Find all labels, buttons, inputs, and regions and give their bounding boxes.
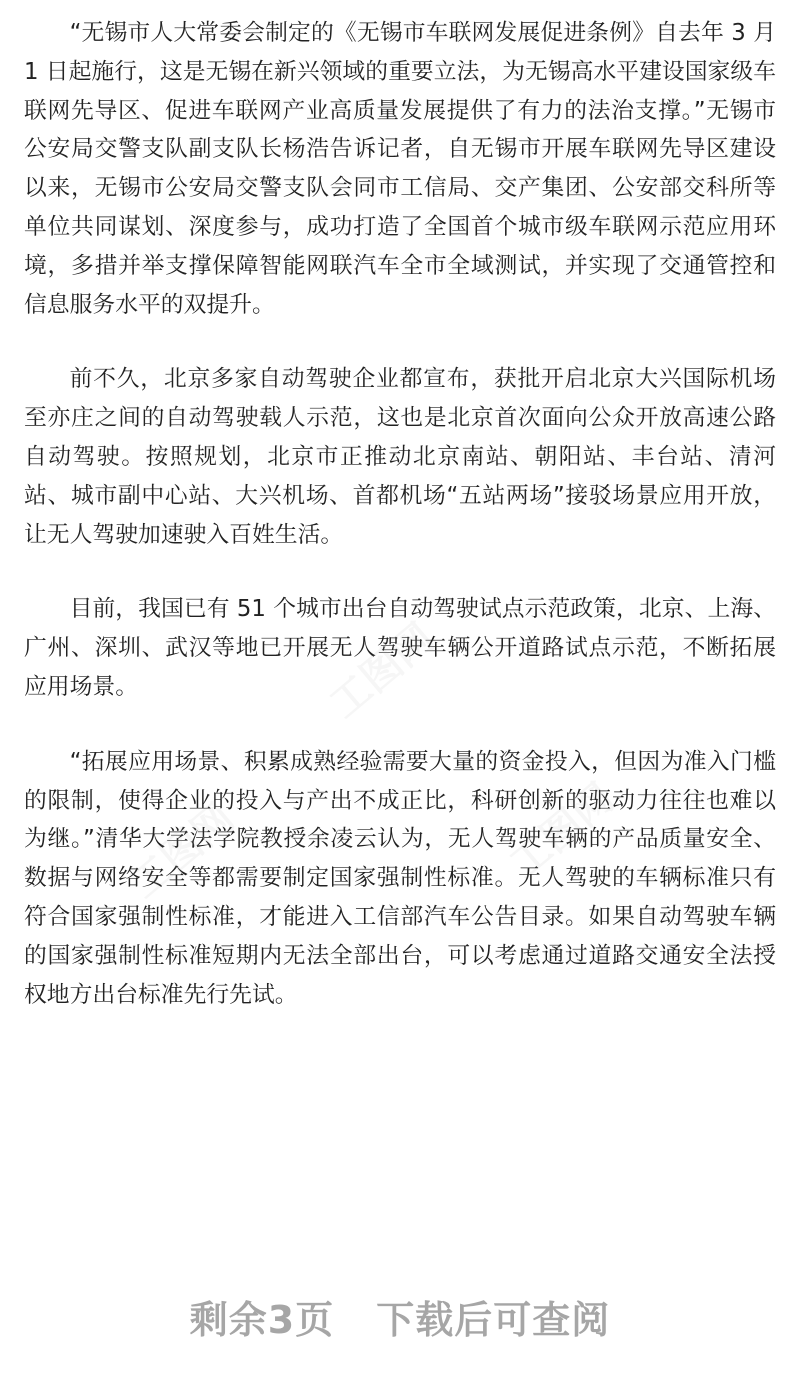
watermark: 工图网 [501, 774, 623, 888]
article-paragraph-3: 目前，我国已有 51 个城市出台自动驾驶试点示范政策，北京、上海、广州、深圳、武汉等地已开展无人驾驶车辆公开道路试点示范，不断拓展应用场景。 [24, 596, 776, 700]
article-paragraph-1: “无锡市人大常委会制定的《无锡市车联网发展促进条例》自去年 3 月 1 日起施行，这是无锡在新兴领域的重要立法，为无锡高水平建设国家级车联网先导区、促进车联网产业高质量发展提供了有力的法治支撑。”无锡市公安局交警支队副支队长杨浩告诉记者，自无锡市开展车联网先导区建设以来，无锡市公安局交警支队会同市工信局、交产集团、公安部交科所等单位共同谋划、深度参与，成功打造了全国首个城市级车联网示范应用环境，多措并举支撑保障智能网联汽车全市全域测试，并实现了交通管控和信息服务水平的双提升。 [24, 20, 776, 318]
article-body [24, 14, 776, 1050]
download-prompt[interactable] [0, 1292, 800, 1348]
article-paragraph-4: “拓展应用场景、积累成熟经验需要大量的资金投入，但因为准入门槛的限制，使得企业的投入与产出不成正比，科研创新的驱动力往往也难以为继。”清华大学法学院教授余凌云认为，无人驾驶车辆的产品质量安全、数据与网络安全等都需要制定国家强制性标准。无人驾驶的车辆标准只有符合国家强制性标准，才能进入工信部汽车公告目录。如果自动驾驶车辆的国家强制性标准短期内无法全部出台，可以考虑通过道路交通安全法授权地方出台标准先行先试。 [24, 748, 776, 1008]
download-to-view-label: 下载后可查阅 [376, 1298, 611, 1342]
watermark: 工图网 [121, 794, 243, 908]
watermark: 工图网 [321, 614, 443, 728]
article-paragraph-2: 前不久，北京多家自动驾驶企业都宣布，获批开启北京大兴国际机场至亦庄之间的自动驾驶载人示范，这也是北京首次面向公众开放高速公路自动驾驶。按照规划，北京市正推动北京南站、朝阳站、丰台站、清河站、城市副中心站、大兴机场、首都机场“五站两场”接驳场景应用开放，让无人驾驶加速驶入百姓生活。 [24, 366, 776, 548]
remaining-pages-label: 剩余3页 [189, 1298, 335, 1342]
